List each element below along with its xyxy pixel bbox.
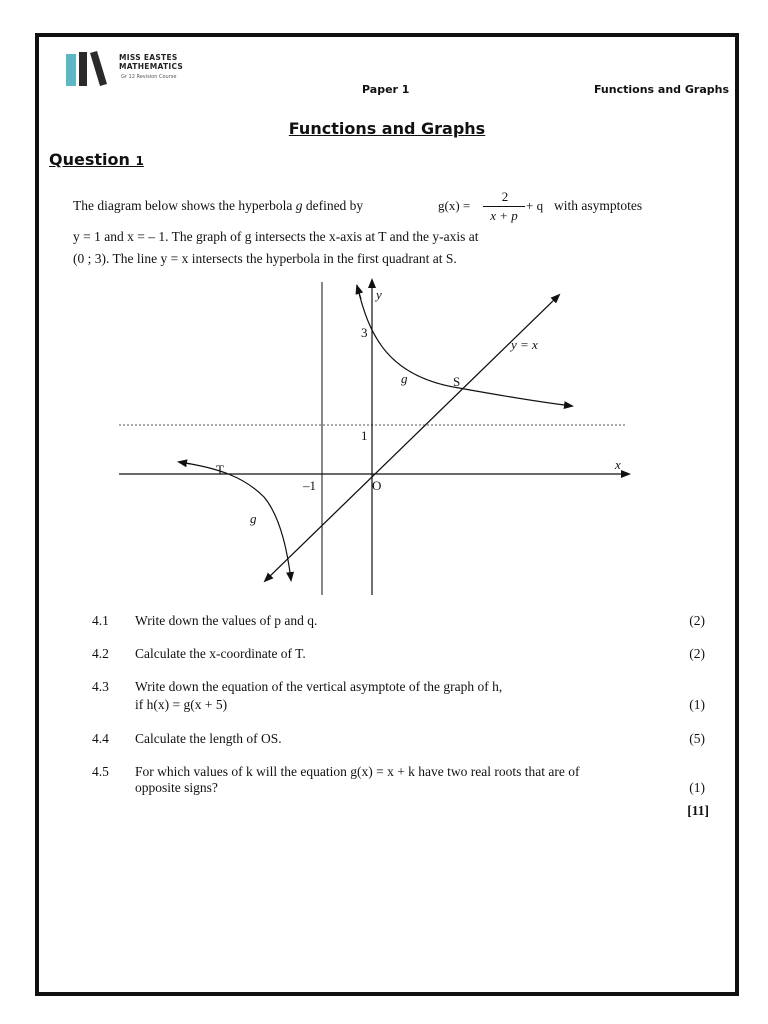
question-number: 4.1: [92, 613, 109, 628]
question-text: Write down the values of p and q.: [135, 613, 318, 628]
three-label: 3: [361, 325, 368, 340]
formula-numerator: 2: [501, 189, 509, 204]
question-heading-number: 1: [135, 154, 144, 168]
question-marks: (2): [689, 613, 705, 628]
question-text-continued: if h(x) = g(x + 5): [135, 697, 228, 712]
line-label: y = x: [511, 337, 538, 352]
hyperbola-graph: [39, 37, 735, 992]
question-marks: (1): [689, 780, 705, 795]
intro-text-b: defined by: [305, 198, 364, 213]
question-text: For which values of k will the equation g(x) = x + k have two real roots that are of: [135, 764, 580, 779]
formula-left: g(x) =: [438, 198, 471, 213]
question-row: [39, 764, 735, 804]
point-s-label: S: [453, 374, 461, 389]
g-lower-label: g: [250, 511, 257, 526]
question-marks: (5): [689, 731, 705, 746]
question-text: Calculate the x-coordinate of T.: [135, 646, 306, 661]
question-total: [11]: [687, 803, 709, 818]
hyperbola-lower-branch: [179, 462, 291, 580]
header-topic: Functions and Graphs: [593, 83, 729, 96]
origin-label: O: [372, 478, 382, 493]
brand-name-line2: MATHEMATICS: [119, 62, 184, 71]
question-row: [39, 679, 735, 719]
intro-line-3: (0 ; 3). The line y = x intersects the hyperbola in the first quadrant at S.: [73, 251, 457, 266]
brand-tagline: Gr 12 Revision Course: [121, 74, 177, 80]
question-marks: (2): [689, 646, 705, 661]
question-heading-label: Question: [49, 150, 130, 169]
question-number: 4.2: [92, 646, 109, 661]
intro-text-c: with asymptotes: [554, 198, 643, 213]
question-marks: (1): [689, 697, 705, 712]
g-upper-label: g: [401, 371, 408, 386]
question-text: Write down the equation of the vertical asymptote of the graph of h,: [135, 679, 503, 694]
page-title: Functions and Graphs: [288, 119, 486, 138]
question-text-continued: opposite signs?: [135, 780, 218, 795]
intro-line-2: y = 1 and x = – 1. The graph of g intersects the x-axis at T and the y-axis at: [73, 229, 479, 244]
formula-denominator: x + p: [490, 208, 518, 223]
formula-right: + q: [526, 198, 544, 213]
page-frame: [35, 33, 739, 996]
question-text: Calculate the length of OS.: [135, 731, 282, 746]
header-paper: Paper 1: [362, 83, 410, 96]
line-y-equals-x-lower-arrow: [265, 301, 553, 581]
x-axis-label: x: [615, 457, 621, 472]
minus-one-label: –1: [303, 478, 316, 493]
brand-name-line1: MISS EASTES: [119, 53, 178, 62]
one-label: 1: [361, 428, 368, 443]
question-number: 4.4: [92, 731, 109, 746]
hyperbola-upper-branch: [357, 285, 572, 406]
upper-branch-start-arrow: [357, 286, 361, 299]
lower-branch-start-arrow: [179, 462, 191, 464]
intro-g: g: [295, 198, 303, 213]
intro-text-a: The diagram below shows the hyperbola: [73, 198, 293, 213]
point-t-label: T: [216, 462, 224, 477]
y-axis-label: y: [376, 287, 382, 302]
question-number: 4.3: [92, 679, 109, 694]
question-number: 4.5: [92, 764, 109, 779]
